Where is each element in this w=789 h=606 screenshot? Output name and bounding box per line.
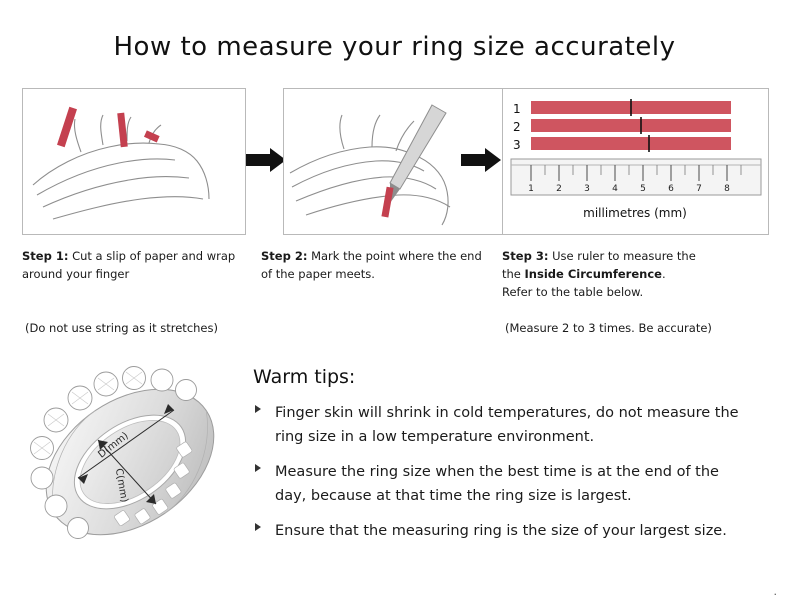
svg-text:7: 7: [696, 184, 702, 194]
step1-note: (Do not use string as it stretches): [25, 321, 218, 335]
step3-caption: [502, 248, 767, 301]
warm-tip-text: Finger skin will shrink in cold temperatures, do not measure the ring size in a low temperature environment.: [275, 405, 739, 445]
svg-text:3: 3: [584, 184, 590, 194]
step3-illustration-panel: [502, 88, 769, 235]
pencil-icon: [390, 105, 446, 203]
warm-tip-item: [253, 402, 753, 450]
step3-text-emphasis: Inside Circumference: [524, 266, 662, 281]
measured-strips-group: [531, 99, 731, 152]
warm-tips-heading: Warm tips:: [253, 366, 356, 388]
svg-text:8: 8: [724, 184, 730, 194]
svg-text:1: 1: [513, 102, 521, 116]
page-title: How to measure your ring size accurately: [113, 32, 676, 62]
step3-text-part2: the: [502, 266, 525, 281]
svg-text:4: 4: [612, 184, 618, 194]
ruler-body: [511, 159, 761, 195]
ruler-unit-caption: millimetres (mm): [583, 206, 687, 220]
triangle-bullet-icon: [255, 523, 261, 531]
warm-tips-section: [253, 366, 753, 555]
step2-caption: [261, 248, 491, 284]
ring-diameter-label: D(mm): [96, 430, 131, 461]
steps-illustration-row: [22, 88, 767, 238]
step3-label: Step 3:: [502, 249, 549, 263]
step3-note: (Measure 2 to 3 times. Be accurate): [505, 321, 712, 335]
step2-text: Mark the point where the end of the paper meets.: [261, 249, 482, 281]
arrow-step1-to-step2: [244, 146, 288, 174]
step-captions: [22, 248, 767, 348]
arrow-step2-to-step3: [459, 146, 503, 174]
ring-diagram-illustration: [26, 352, 241, 572]
warm-tip-item: [253, 461, 753, 509]
warm-tip-text: Ensure that the measuring ring is the size of your largest size.: [275, 522, 727, 539]
svg-text:5: 5: [640, 184, 646, 194]
warm-tip-text: Measure the ring size when the best time is at the end of the day, because at that time the ring size is largest.: [275, 463, 719, 504]
triangle-bullet-icon: [255, 464, 261, 472]
svg-text:3: 3: [513, 138, 521, 152]
warm-tip-item: [253, 520, 753, 544]
paper-strip-red: [381, 187, 393, 218]
corner-mark: .: [773, 585, 777, 598]
step3-text-part1: Use ruler to measure the: [548, 249, 696, 263]
svg-text:2: 2: [556, 184, 562, 194]
step1-caption: [22, 248, 262, 284]
paper-strip-red: [57, 107, 160, 148]
step1-text: Cut a slip of paper and wrap around your finger: [22, 249, 236, 281]
step1-label: Step 1:: [22, 249, 69, 263]
svg-text:1: 1: [528, 184, 534, 194]
svg-text:2: 2: [513, 120, 521, 134]
hand-with-paper-strip-illustration: [23, 89, 245, 234]
step3-text-part3: .: [661, 266, 666, 281]
ruler-measuring-illustration: [503, 89, 768, 234]
step2-label: Step 2:: [261, 249, 308, 263]
step1-illustration-panel: [22, 88, 246, 235]
svg-text:6: 6: [668, 184, 674, 194]
ring-circumference-label: C(mm): [112, 467, 130, 504]
triangle-bullet-icon: [255, 405, 261, 413]
step3-text-part4: Refer to the table below.: [502, 284, 644, 299]
